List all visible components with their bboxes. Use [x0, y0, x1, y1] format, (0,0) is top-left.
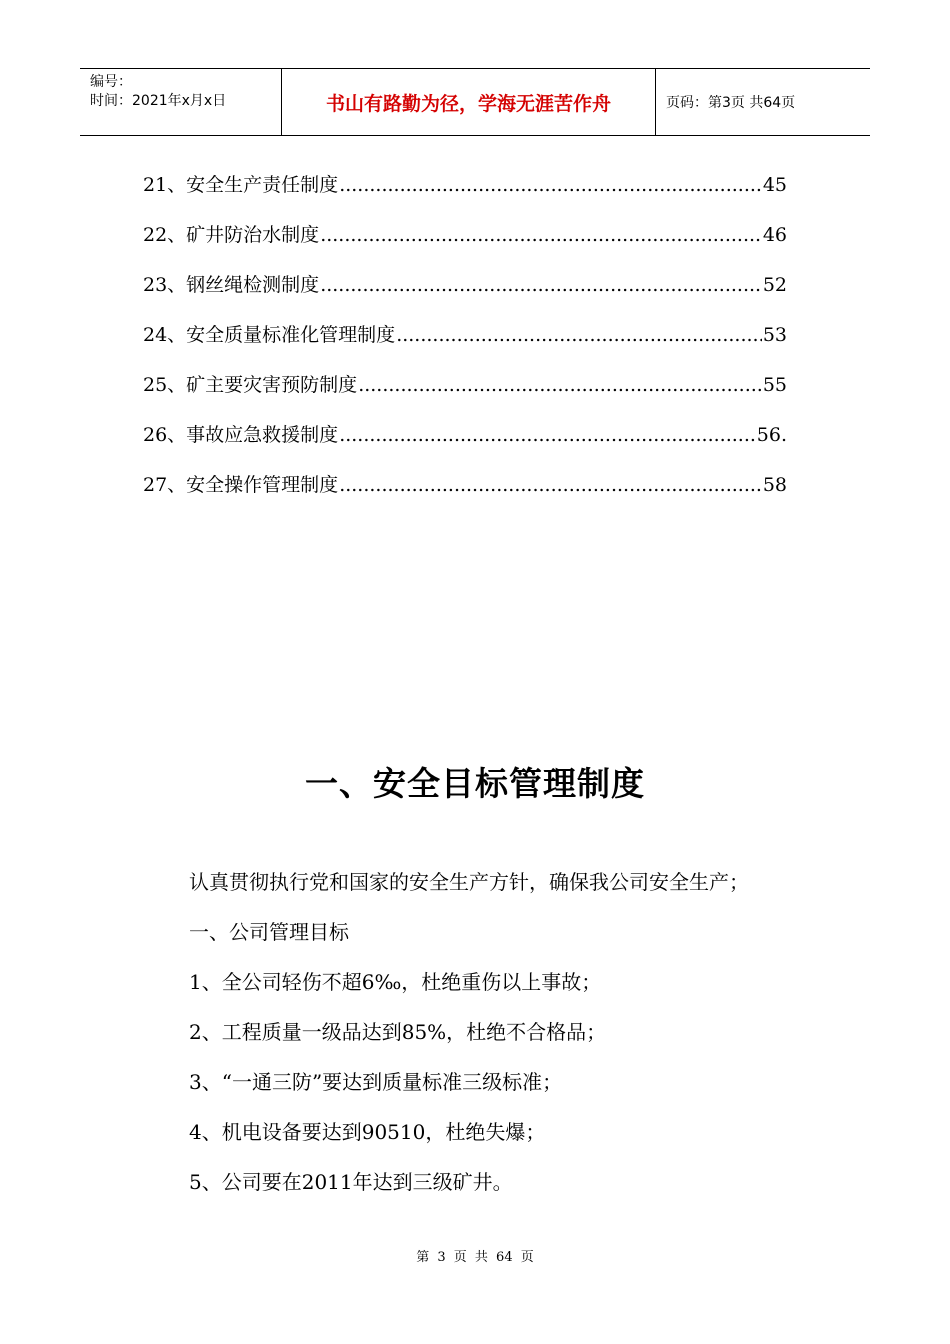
toc-entry-page: 56.: [756, 424, 787, 446]
toc-entry[interactable]: [143, 270, 787, 320]
body-paragraph: 2、工程质量一级品达到85%，杜绝不合格品；: [189, 1020, 607, 1044]
toc-entry[interactable]: [143, 370, 787, 420]
toc-entry-title: 22、矿井防治水制度: [143, 224, 320, 246]
toc-entry-title: 27、安全操作管理制度: [143, 474, 339, 496]
toc-entry[interactable]: [143, 220, 787, 270]
page-footer: 第 3 页 共 64 页: [416, 1250, 534, 1265]
section-body: [189, 866, 829, 1216]
toc-entry[interactable]: [143, 420, 787, 470]
toc-leader-dots: [339, 474, 762, 496]
toc-entry-page: 58: [762, 474, 787, 496]
toc-entry-title: 24、安全质量标准化管理制度: [143, 324, 396, 346]
body-paragraph: 1、全公司轻伤不超6‰，杜绝重伤以上事故；: [189, 970, 602, 994]
table-of-contents: [143, 170, 787, 520]
toc-entry-title: 25、矿主要灾害预防制度: [143, 374, 358, 396]
toc-leader-dots: [396, 324, 762, 346]
page-header: [80, 68, 870, 136]
header-motto: 书山有路勤为径，学海无涯苦作舟: [282, 69, 656, 135]
toc-entry-page: 46: [762, 224, 787, 246]
section-heading: 一、安全目标管理制度: [305, 764, 645, 803]
toc-entry-title: 21、安全生产责任制度: [143, 174, 339, 196]
body-paragraph: 3、“一通三防”要达到质量标准三级标准；: [189, 1070, 563, 1094]
toc-entry[interactable]: [143, 170, 787, 220]
toc-entry-page: 52: [762, 274, 787, 296]
toc-entry-page: 53: [762, 324, 787, 346]
document-time: 时间：2021年x月x日: [90, 93, 227, 109]
toc-leader-dots: [358, 374, 762, 396]
toc-entry[interactable]: [143, 470, 787, 520]
toc-entry[interactable]: [143, 320, 787, 370]
body-paragraph: 4、机电设备要达到90510，杜绝失爆；: [189, 1120, 546, 1144]
body-paragraph: 认真贯彻执行党和国家的安全生产方针，确保我公司安全生产；: [189, 870, 749, 894]
toc-leader-dots: [320, 224, 762, 246]
toc-leader-dots: [339, 174, 762, 196]
toc-entry-title: 26、事故应急救援制度: [143, 424, 339, 446]
body-paragraph: 5、公司要在2011年达到三级矿井。: [189, 1170, 513, 1194]
header-page-info: 页码：第3页 共64页: [666, 95, 796, 111]
body-paragraph: 一、公司管理目标: [189, 920, 349, 944]
toc-entry-page: 55: [762, 374, 787, 396]
toc-entry-page: 45: [762, 174, 787, 196]
header-meta: [80, 69, 282, 135]
document-number: 编号：: [90, 74, 132, 90]
toc-entry-title: 23、钢丝绳检测制度: [143, 274, 320, 296]
toc-leader-dots: [339, 424, 756, 446]
toc-leader-dots: [320, 274, 762, 296]
